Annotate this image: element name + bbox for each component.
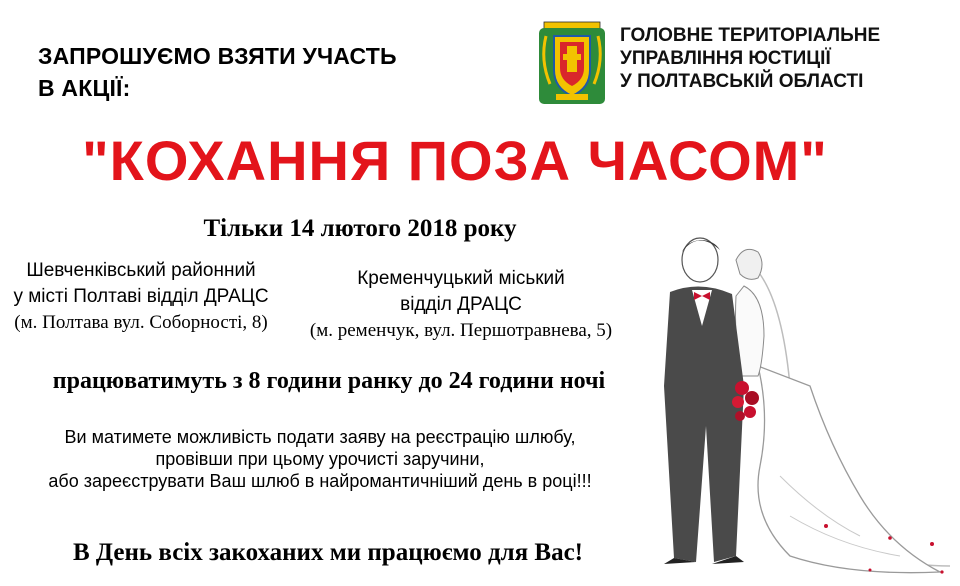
invitation-line-2: В АКЦІЇ: — [38, 75, 131, 101]
groom-head — [682, 238, 718, 282]
campaign-title: "КОХАННЯ ПОЗА ЧАСОМ" — [82, 129, 828, 192]
wedding-couple-illustration — [640, 216, 960, 586]
office-shevchenkivskyi — [0, 258, 282, 336]
bride-head — [736, 249, 762, 279]
office-name-line-1: Шевченківський районний — [26, 260, 256, 281]
office-name-line-1: Кременчуцький міський — [357, 268, 565, 289]
office-name-line-2: у місті Полтаві відділ ДРАЦС — [13, 286, 269, 307]
groom-suit — [664, 286, 744, 562]
organization-line-1: ГОЛОВНЕ ТЕРИТОРІАЛЬНЕ — [620, 25, 881, 46]
poltava-emblem — [536, 20, 608, 106]
bouquet — [732, 381, 759, 421]
office-name-line-2: відділ ДРАЦС — [400, 294, 522, 315]
organization-line-3: У ПОЛТАВСЬКІЙ ОБЛАСТІ — [620, 71, 864, 92]
working-hours: працюватимуть з 8 години ранку до 24 години ночі — [52, 368, 606, 394]
office-kremenchutskyi — [300, 266, 622, 344]
invitation-line-1: ЗАПРОШУЄМО ВЗЯТИ УЧАСТЬ — [38, 43, 397, 69]
info-line-3: або зареєструвати Ваш шлюб в найромантичніший день в році!!! — [48, 471, 592, 491]
office-address: (м. Полтава вул. Соборності, 8) — [14, 312, 268, 333]
office-address: (м. ременчук, вул. Першотравнева, 5) — [309, 320, 613, 341]
info-paragraph — [0, 426, 640, 492]
invitation-heading — [38, 40, 508, 104]
slogan: В День всіх закоханих ми працюємо для Вас! — [72, 539, 584, 566]
info-line-2: провівши при цьому урочисті заручини, — [155, 449, 485, 469]
organization-line-2: УПРАВЛІННЯ ЮСТИЦІЇ — [620, 48, 831, 69]
organization-name — [620, 24, 950, 93]
date-text: Тільки 14 лютого 2018 року — [203, 215, 517, 242]
bride-dress — [758, 366, 940, 573]
info-line-1: Ви матимете можливість подати заяву на реєстрацію шлюбу, — [64, 427, 576, 447]
